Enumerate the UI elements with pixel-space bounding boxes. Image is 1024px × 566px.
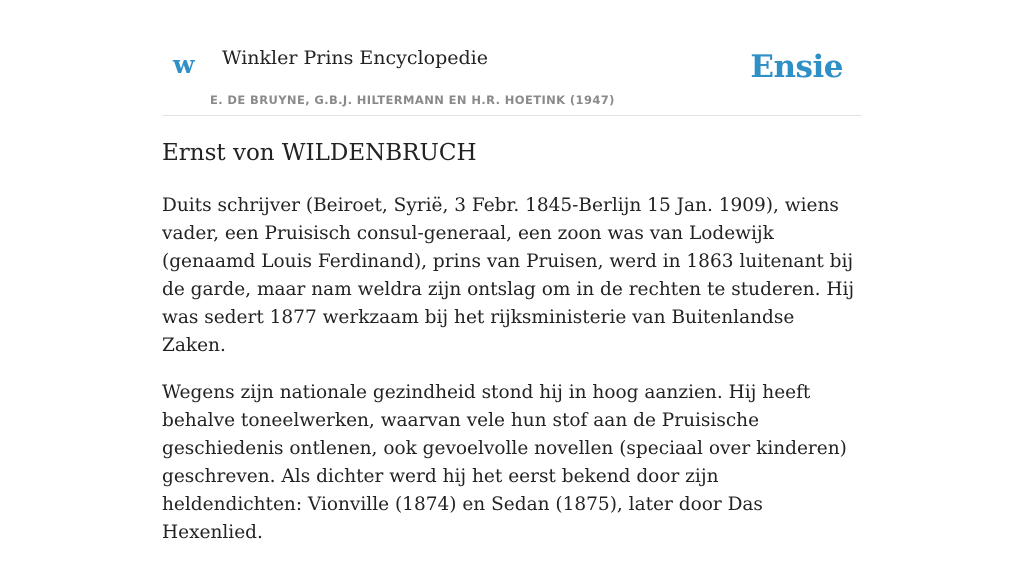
page-container: [162, 0, 862, 543]
source-header: [162, 0, 862, 116]
source-authors: E. DE BRUYNE, G.B.J. HILTERMANN EN H.R. HOETINK (1947): [210, 93, 615, 107]
ensie-brand-link[interactable]: Ensie: [750, 49, 843, 85]
source-logo-icon: w: [173, 50, 195, 79]
article-title: Ernst von WILDENBRUCH: [162, 140, 477, 166]
article-paragraph-2: Wegens zijn nationale gezindheid stond hij in hoog aanzien. Hij heeft behalve toneelwerken, waarvan vele hun stof aan de Pruisische geschiedenis ontlenen, ook gevoelvolle novellen (speciaal over kinderen) geschreven. Als dichter werd hij het eerst bekend door zijn heldendichten: Vionville (1874) en Sedan (1875), later door Das Hexenlied.: [162, 382, 847, 543]
source-title[interactable]: Winkler Prins Encyclopedie: [222, 47, 488, 69]
article-paragraph-1: Duits schrijver (Beiroet, Syrië, 3 Febr. 1845-Berlijn 15 Jan. 1909), wiens vader, een Pruisisch consul-generaal, een zoon was van Lodewijk (genaamd Louis Ferdinand), prins van Pruisen, werd in 1863 luitenant bij de garde, maar nam weldra zijn ontslag om in de rechten te studeren. Hij was sedert 1877 werkzaam bij het rijksministerie van Buitenlandse Zaken.: [162, 195, 855, 356]
article-body: [162, 192, 862, 566]
